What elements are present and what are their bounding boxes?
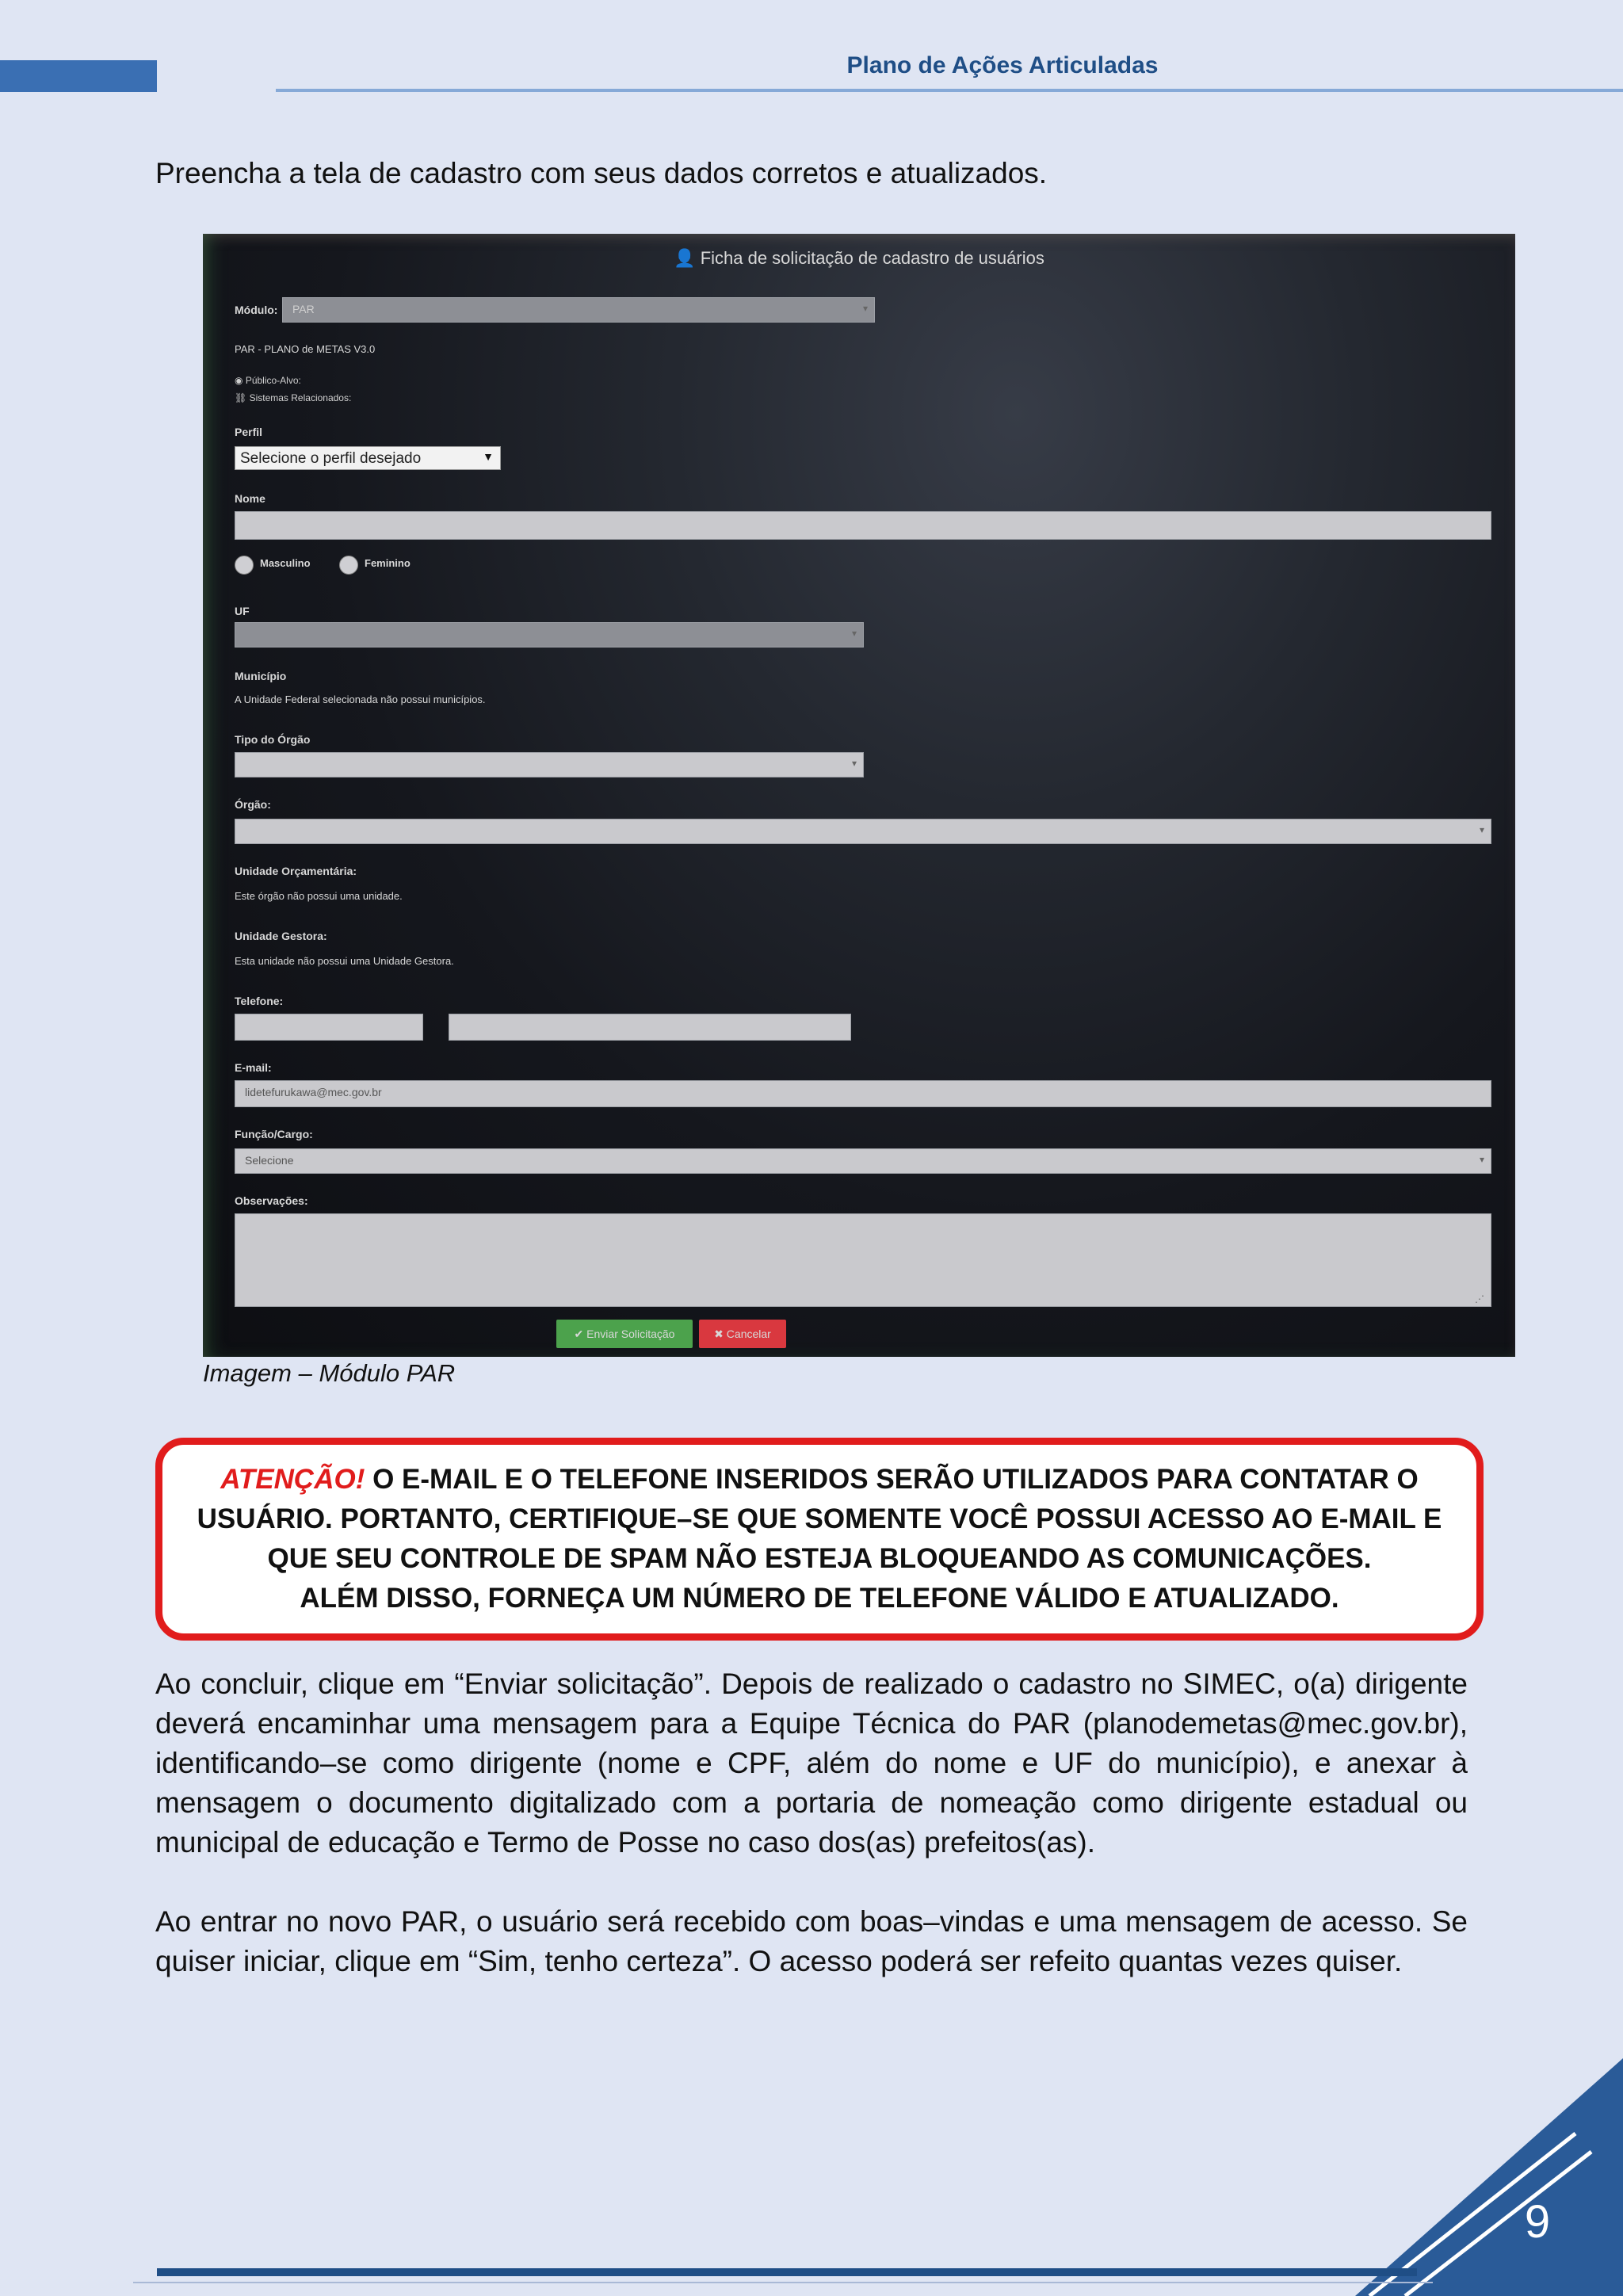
unidade-orcamentaria-help: Este órgão não possui uma unidade. xyxy=(235,890,403,902)
municipio-label: Município xyxy=(235,670,287,682)
unidade-orcamentaria-label: Unidade Orçamentária: xyxy=(235,865,357,877)
email-value: lidetefurukawa@mec.gov.br xyxy=(245,1086,382,1098)
telefone-label: Telefone: xyxy=(235,995,284,1007)
modulo-description: PAR - PLANO de METAS V3.0 xyxy=(235,343,376,355)
attention-prefix: ATENÇÃO! xyxy=(220,1464,365,1495)
form-title-text: Ficha de solicitação de cadastro de usuários xyxy=(700,248,1044,268)
email-input[interactable] xyxy=(235,1080,1491,1107)
caret-down-icon: ▼ xyxy=(483,450,494,463)
perfil-value: Selecione o perfil desejado xyxy=(240,450,422,467)
chevron-down-icon: ▾ xyxy=(1479,824,1484,835)
funcao-select[interactable] xyxy=(235,1148,1491,1174)
attention-box xyxy=(155,1438,1484,1641)
page-number: 9 xyxy=(1524,2196,1551,2248)
orgao-select[interactable] xyxy=(235,819,1491,844)
user-icon: 👤 xyxy=(674,248,701,268)
orgao-label: Órgão: xyxy=(235,798,271,811)
uf-select[interactable] xyxy=(235,622,864,648)
unidade-gestora-help: Esta unidade não possui uma Unidade Gestora. xyxy=(235,955,454,967)
tipo-orgao-label: Tipo do Órgão xyxy=(235,733,311,746)
attention-line-4: ALÉM DISSO, FORNEÇA UM NÚMERO DE TELEFONE VÁLIDO E ATUALIZADO. xyxy=(300,1583,1339,1614)
radio-masculino-label: Masculino xyxy=(260,557,311,569)
send-request-button[interactable]: ✔ Enviar Solicitação xyxy=(556,1320,693,1348)
nome-input[interactable] xyxy=(235,511,1491,540)
paragraph-conclusion: Ao concluir, clique em “Enviar solicitação”. Depois de realizado o cadastro no SIMEC, o(a) dirigente deverá encaminhar uma mensagem para a Equipe Técnica do PAR (planodemetas@mec.gov.br), identificando–se como dirigente (nome e CPF, além do nome e UF do município), e anexar à mensagem o documento digitalizado com a portaria de nomeação como dirigente estadual ou municipal de educação e Termo de Posse no caso dos(as) prefeitos(as). xyxy=(155,1668,1468,1859)
chevron-down-icon: ▾ xyxy=(1479,1154,1484,1165)
attention-text xyxy=(197,1460,1442,1618)
header-rule xyxy=(276,89,1623,92)
figure-caption: Imagem – Módulo PAR xyxy=(203,1359,456,1387)
radio-masculino[interactable] xyxy=(235,556,254,575)
telefone-number-input[interactable] xyxy=(449,1014,851,1041)
observacoes-label: Observações: xyxy=(235,1194,308,1207)
resize-handle-icon: ⋰ xyxy=(1475,1293,1484,1305)
publico-alvo-text: Público-Alvo: xyxy=(245,375,301,386)
modulo-value: PAR xyxy=(292,303,315,315)
header-accent-bar xyxy=(0,60,157,92)
form-title xyxy=(203,248,1515,269)
cancel-button[interactable]: ✖ Cancelar xyxy=(699,1320,786,1348)
registration-form-screenshot xyxy=(203,234,1515,1357)
uf-label: UF xyxy=(235,605,250,617)
modulo-label: Módulo: xyxy=(235,304,278,316)
perfil-select[interactable] xyxy=(235,446,501,470)
corner-decoration xyxy=(1290,2058,1623,2296)
modulo-select[interactable] xyxy=(282,297,875,323)
attention-line-2: USUÁRIO. PORTANTO, CERTIFIQUE–SE QUE SOMENTE VOCÊ POSSUI ACESSO AO E-MAIL E xyxy=(197,1503,1442,1534)
publico-alvo xyxy=(235,375,301,386)
unidade-gestora-label: Unidade Gestora: xyxy=(235,930,327,942)
paragraph-new-par: Ao entrar no novo PAR, o usuário será recebido com boas–vindas e uma mensagem de acesso. Se quiser iniciar, clique em “Sim, tenho certeza”. O acesso poderá ser refeito quantas vezes quiser. xyxy=(155,1905,1468,1977)
radio-feminino[interactable] xyxy=(339,556,358,575)
footer-thin-rule xyxy=(133,2282,1433,2283)
chevron-down-icon: ▾ xyxy=(851,758,857,769)
radio-feminino-label: Feminino xyxy=(365,557,411,569)
municipio-help: A Unidade Federal selecionada não possui municípios. xyxy=(235,693,486,705)
sistemas-relacionados-text: Sistemas Relacionados: xyxy=(249,392,352,403)
footer-rule xyxy=(157,2268,1417,2276)
funcao-label: Função/Cargo: xyxy=(235,1128,313,1140)
corner-triangle xyxy=(1355,2058,1623,2296)
attention-line-3: QUE SEU CONTROLE DE SPAM NÃO ESTEJA BLOQUEANDO AS COMUNICAÇÕES. xyxy=(267,1543,1372,1574)
funcao-value: Selecione xyxy=(245,1154,294,1167)
chevron-down-icon: ▾ xyxy=(862,303,868,314)
link-icon: ⛓ xyxy=(235,392,250,403)
chevron-down-icon: ▾ xyxy=(851,628,857,639)
header-title: Plano de Ações Articuladas xyxy=(846,52,1159,78)
nome-label: Nome xyxy=(235,492,265,505)
tipo-orgao-select[interactable] xyxy=(235,752,864,777)
perfil-label: Perfil xyxy=(235,426,263,438)
observacoes-textarea[interactable] xyxy=(235,1213,1491,1307)
sistemas-relacionados xyxy=(235,392,351,403)
eye-icon: ◉ xyxy=(235,375,246,386)
telefone-ddd-input[interactable] xyxy=(235,1014,423,1041)
attention-line-1: O E-MAIL E O TELEFONE INSERIDOS SERÃO UTILIZADOS PARA CONTATAR O xyxy=(365,1464,1419,1495)
email-label: E-mail: xyxy=(235,1061,272,1074)
intro-text: Preencha a tela de cadastro com seus dados corretos e atualizados. xyxy=(155,157,1048,189)
